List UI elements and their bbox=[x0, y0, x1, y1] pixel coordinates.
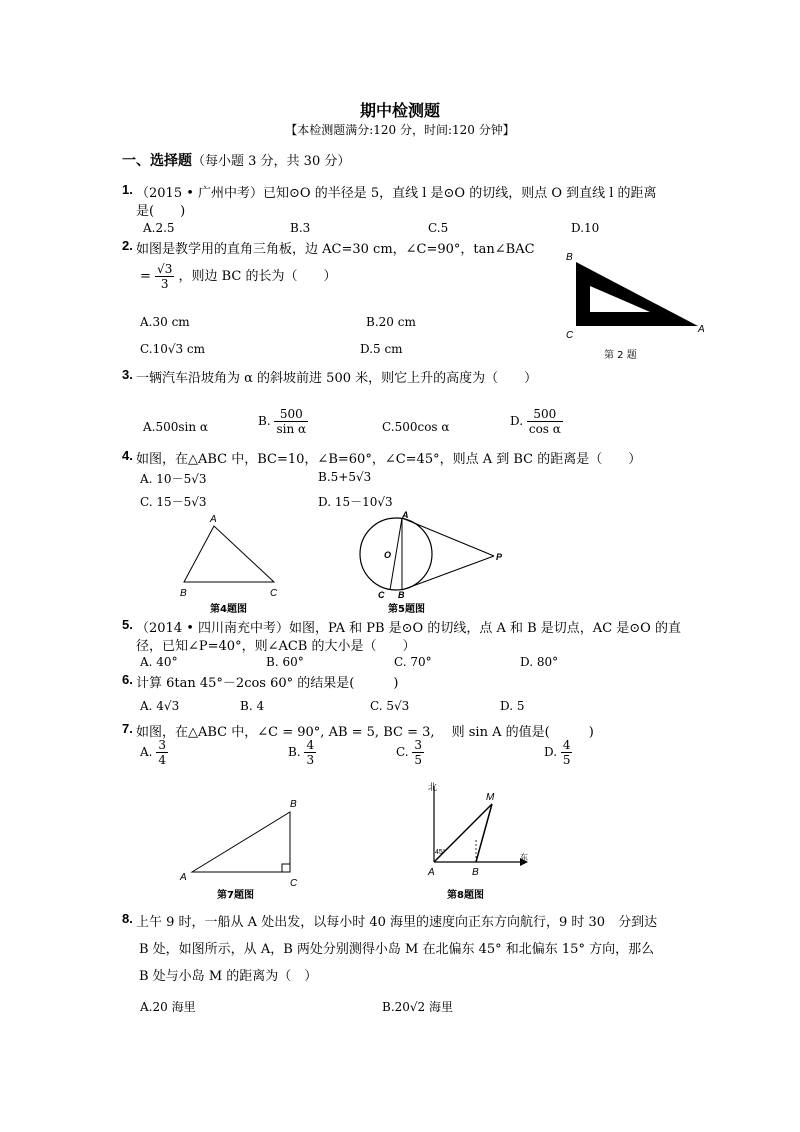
q7-c-num: 3 bbox=[414, 738, 423, 752]
section-note: （每小题 3 分，共 30 分） bbox=[192, 154, 351, 169]
fig8-label-m: M bbox=[486, 792, 495, 803]
q3-number: 3. bbox=[122, 367, 133, 382]
fig8-label-angle: 45° bbox=[435, 849, 446, 856]
q7-option-b[interactable] bbox=[288, 738, 316, 767]
q6-text-line1: 计算 6tan 45°－2cos 60° 的结果是( ) bbox=[136, 676, 399, 691]
q2-frac-den: 3 bbox=[160, 277, 169, 291]
q6-option-c[interactable]: C. 5√3 bbox=[370, 699, 410, 713]
q2-text-line1: 如图是教学用的直角三角板，边 AC=30 cm，∠C=90°，tan∠BAC bbox=[136, 242, 535, 257]
fig4-label-c: C bbox=[270, 588, 278, 599]
q6-option-d[interactable]: D. 5 bbox=[500, 699, 525, 713]
q7-b-den: 3 bbox=[306, 753, 315, 767]
q5-text-line1: （2014 • 四川南充中考）如图，PA 和 PB 是⊙O 的切线，点 A 和 B 是切点，AC 是⊙O 的直 bbox=[136, 621, 681, 636]
fig7-label-a: A bbox=[180, 872, 187, 883]
fig7-label-c: C bbox=[290, 878, 298, 889]
fig8-label-a: A bbox=[428, 867, 435, 878]
q8-option-a[interactable]: A.20 海里 bbox=[140, 1000, 196, 1014]
q4-option-a[interactable]: A. 10－5√3 bbox=[140, 472, 207, 486]
q2-option-d[interactable]: D.5 cm bbox=[360, 342, 403, 356]
fig5-diameter-ac bbox=[390, 518, 402, 590]
fig5-tangent-pb bbox=[402, 556, 494, 590]
q4-caption: 第4题图 bbox=[210, 604, 247, 615]
q1-text-line2: 是( ) bbox=[136, 204, 186, 219]
q7-c-den: 5 bbox=[414, 753, 423, 767]
q1-option-a[interactable]: A.2.5 bbox=[143, 221, 175, 235]
q3-option-a[interactable]: A.500sin α bbox=[143, 420, 209, 434]
fig4-triangle bbox=[184, 526, 274, 582]
q7-a-den: 4 bbox=[158, 753, 166, 767]
q2-line2-tail: ，则边 BC 的长为（ ） bbox=[178, 269, 337, 284]
fig4-label-b: B bbox=[180, 588, 187, 599]
q7-text-line1: 如图，在△ABC 中，∠C = 90°, AB = 5, BC = 3, 则 sin A 的值是( ) bbox=[136, 725, 594, 740]
q3-option-c[interactable]: C.500cos α bbox=[382, 420, 450, 434]
page-title: 期中检测题 bbox=[359, 101, 440, 120]
q5-caption: 第5题图 bbox=[388, 604, 425, 615]
fig5-label-c: C bbox=[378, 590, 385, 600]
q5-option-b[interactable]: B. 60° bbox=[266, 655, 304, 669]
fig5-tangent-pa bbox=[402, 518, 494, 556]
fig5-label-p: P bbox=[496, 552, 503, 562]
q4-option-d[interactable]: D. 15－10√3 bbox=[318, 495, 393, 509]
q7-d-den: 5 bbox=[562, 753, 571, 767]
fig5-label-b: B bbox=[398, 590, 405, 600]
fig7-triangle bbox=[192, 812, 290, 872]
q5-option-d[interactable]: D. 80° bbox=[520, 655, 559, 669]
q6-option-b[interactable]: B. 4 bbox=[240, 699, 265, 713]
q2-option-a[interactable]: A.30 cm bbox=[140, 315, 190, 329]
fig7-right-angle-mark bbox=[282, 864, 290, 872]
q2-fraction bbox=[155, 262, 174, 291]
q7-c-frac bbox=[412, 738, 424, 767]
section-heading bbox=[122, 150, 350, 170]
q8-option-b[interactable]: B.20√2 海里 bbox=[382, 1000, 453, 1014]
q7-b-label: B. bbox=[288, 745, 301, 759]
q7-a-frac bbox=[156, 738, 168, 767]
q3-d-num: 500 bbox=[527, 407, 563, 422]
q2-line2 bbox=[140, 262, 336, 291]
q1-option-b[interactable]: B.3 bbox=[290, 221, 311, 235]
q2-number: 2. bbox=[122, 238, 133, 253]
fig7-label-b: B bbox=[290, 799, 297, 810]
q8-text-line3: B 处与小岛 M 的距离为（ ） bbox=[139, 969, 318, 984]
fig5-label-o: O bbox=[384, 550, 392, 560]
q4-option-b[interactable]: B.5+5√3 bbox=[318, 470, 372, 484]
q7-option-a[interactable] bbox=[140, 738, 168, 767]
q2-caption: 第 2 题 bbox=[604, 350, 637, 361]
q7-caption: 第7题图 bbox=[217, 890, 254, 901]
q2-equals: = bbox=[140, 269, 151, 284]
fig4-label-a: A bbox=[210, 514, 217, 525]
q7-option-c[interactable] bbox=[396, 738, 424, 767]
set-square-shape bbox=[576, 262, 698, 326]
fig8-label-east: 东 bbox=[520, 853, 528, 862]
fig2-label-b: B bbox=[566, 252, 573, 263]
q3-option-d[interactable] bbox=[510, 407, 563, 436]
fig8-label-north: 北 bbox=[428, 782, 438, 792]
q3-option-b[interactable] bbox=[258, 407, 308, 436]
q2-frac-num: √3 bbox=[157, 262, 173, 276]
q4-number: 4. bbox=[122, 448, 133, 463]
q7-b-num: 4 bbox=[306, 738, 315, 752]
q8-number: 8. bbox=[122, 911, 133, 926]
q6-number: 6. bbox=[122, 672, 133, 687]
q5-option-c[interactable]: C. 70° bbox=[394, 655, 432, 669]
fig2-label-c: C bbox=[566, 330, 574, 341]
q7-d-num: 4 bbox=[562, 738, 571, 752]
q4-option-c[interactable]: C. 15－5√3 bbox=[140, 495, 207, 509]
q5-option-a[interactable]: A. 40° bbox=[140, 655, 178, 669]
q2-option-b[interactable]: B.20 cm bbox=[366, 315, 416, 329]
q1-option-d[interactable]: D.10 bbox=[571, 221, 600, 235]
q7-number: 7. bbox=[122, 721, 133, 736]
q7-a-label: A. bbox=[140, 745, 153, 759]
q3-option-b-frac bbox=[274, 407, 308, 436]
q7-b-frac bbox=[304, 738, 316, 767]
section-title: 一、选择题 bbox=[122, 153, 192, 169]
q3-option-d-frac bbox=[527, 407, 563, 436]
q7-d-label: D. bbox=[544, 745, 558, 759]
tangent-circle-figure bbox=[350, 510, 520, 602]
q7-a-num: 3 bbox=[158, 738, 166, 752]
q1-number: 1. bbox=[122, 182, 133, 197]
set-square-figure bbox=[562, 246, 712, 346]
page-subtitle: 【本检测题满分:120 分，时间:120 分钟】 bbox=[285, 123, 515, 137]
q2-option-c[interactable]: C.10√3 cm bbox=[140, 342, 206, 356]
q5-number: 5. bbox=[122, 617, 133, 632]
q1-text-line1: （2015 • 广州中考）已知⊙O 的半径是 5，直线 l 是⊙O 的切线，则点 O 到直线 l 的距离 bbox=[136, 186, 657, 201]
q7-d-frac bbox=[561, 738, 573, 767]
q3-option-b-label: B. bbox=[258, 414, 271, 428]
fig2-label-a: A bbox=[698, 324, 705, 335]
q8-caption: 第8题图 bbox=[447, 890, 484, 901]
fig5-label-a: A bbox=[402, 510, 409, 520]
q3-text-line1: 一辆汽车沿坡角为 α 的斜坡前进 500 米，则它上升的高度为（ ） bbox=[136, 371, 538, 386]
q1-option-c[interactable]: C.5 bbox=[428, 221, 449, 235]
q6-option-a[interactable]: A. 4√3 bbox=[140, 699, 180, 713]
q4-text-line1: 如图，在△ABC 中，BC=10，∠B=60°，∠C=45°，则点 A 到 BC 的距离是（ ） bbox=[136, 452, 642, 467]
q3-d-den: cos α bbox=[528, 422, 561, 436]
q3-b-den: sin α bbox=[276, 422, 307, 436]
q7-c-label: C. bbox=[396, 745, 409, 759]
q8-text-line2: B 处，如图所示，从 A，B 两处分别测得小岛 M 在北偏东 45° 和北偏东 15° 方向，那么 bbox=[139, 942, 655, 957]
navigation-figure bbox=[420, 778, 532, 882]
q7-option-d[interactable] bbox=[544, 738, 572, 767]
q3-b-num: 500 bbox=[274, 407, 308, 422]
triangle-abc-figure bbox=[172, 512, 292, 602]
q8-text-line1: 上午 9 时，一船从 A 处出发，以每小时 40 海里的速度向正东方向航行，9 时 30 分到达 bbox=[136, 915, 658, 930]
q5-text-line2: 径，已知∠P=40°，则∠ACB 的大小是（ ） bbox=[136, 639, 416, 654]
q3-option-d-label: D. bbox=[510, 414, 524, 428]
fig8-label-b: B bbox=[472, 867, 479, 878]
right-triangle-figure bbox=[176, 794, 306, 889]
